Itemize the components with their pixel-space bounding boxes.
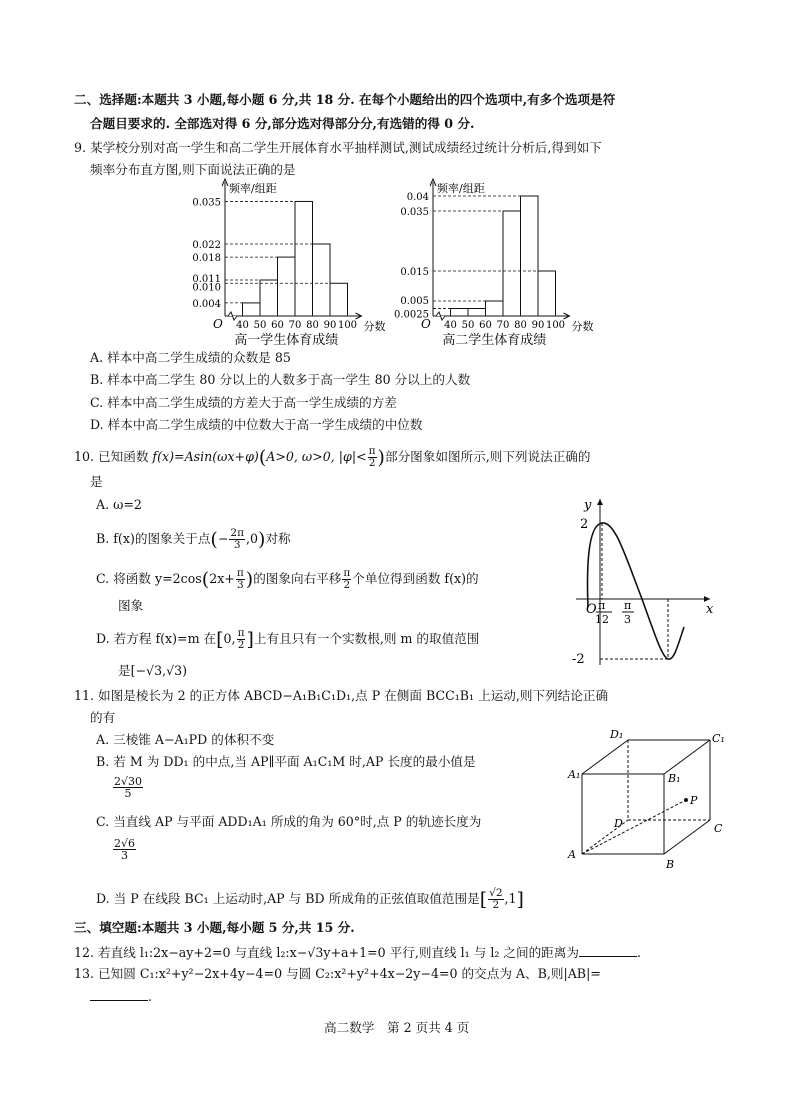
y-tick-0.018: 0.018 [192,253,221,265]
q10-condition: A>0, ω>0, |φ|< [266,449,367,464]
bar-40-50 [451,309,469,317]
q11-c-numerator: 2√6 [114,837,136,850]
q10-option-c[interactable]: C. 将函数 y=2cos(2x+ $\frac{\pi}{3}$ )的图象向右平移 $\frac{\pi}{2}$ 个单位得到函数 f(x)的 [96,567,479,591]
section-2-title: 二、选择题:本题共 3 小题,每小题 6 分,共 18 分. 在每个小题给出的四个选项中,有多个选项是符 [74,92,616,107]
y-axis-label: 频率/组距 [437,182,485,195]
label-a1: A₁ [568,768,581,781]
q11-option-a[interactable]: A. 三棱锥 A−A₁PD 的体积不变 [96,732,275,747]
x-tick-70: 70 [288,320,302,331]
label-d1: D₁ [610,728,624,741]
q10-option-c-end: 个单位得到函数 f(x)的 [352,571,479,586]
q9-stem-2: 频率分布直方图,则下面说法正确的是 [90,162,296,177]
q9-option-d[interactable]: D. 样本中高二学生成绩的中位数大于高一学生成绩的中位数 [90,417,423,432]
x-tick-40: 40 [236,320,249,331]
graph-pi3-den: 3 [624,613,631,626]
q9-option-a[interactable]: A. 样本中高二学生成绩的众数是 85 [90,350,291,365]
q12-text: 12. 若直线 l₁:2x−ay+2=0 与直线 l₂:x−√3y+a+1=0 平行,则直线 l₁ 与 l₂ 之间的距离为 [74,945,579,960]
graph-pi3-num: π [624,599,632,612]
x-tick-60: 60 [271,320,284,331]
y-tick-0.0025: 0.0025 [394,309,429,321]
bar-50-60 [260,280,278,316]
q11-d-denominator: 2 [492,899,500,911]
bar-80-90 [521,196,539,316]
y-tick-0.010: 0.010 [192,282,221,294]
label-p: P [690,794,698,807]
q10-option-b-text: B. f(x)的图象关于点 [96,531,211,546]
y-tick-0.035: 0.035 [192,197,221,209]
q11-b-denominator: 5 [124,787,132,800]
q10-option-d-mid: 上有且只有一个实数根,则 m 的取值范围 [253,631,480,646]
x-tick-50: 50 [461,320,475,331]
q10-option-d[interactable]: D. 若方程 f(x)=m 在[0, $\frac{\pi}{2}$ ]上有且只有一个实数根,则 m 的取值范围 [96,627,480,651]
sine-graph [570,495,720,675]
q10-stem-suffix: 部分图象如图所示,则下列说法正确的 [384,449,591,464]
graph-origin: O [586,602,597,617]
x-tick-60: 60 [479,320,492,331]
bar-90-100 [538,271,556,316]
x-tick-40: 40 [444,320,457,331]
graph-x-label: x [706,602,714,617]
y-tick-0.005: 0.005 [400,296,429,307]
q10-option-b[interactable]: B. f(x)的图象关于点(− $\frac{2\pi}{3}$ ,0)对称 [96,527,291,551]
q11-option-c[interactable]: C. 当直线 AP 与平面 ADD₁A₁ 所成的角为 60°时,点 P 的轨迹长度为 [96,814,482,829]
chart-title: 高二学生体育成绩 [442,333,547,348]
x-axis-label: 分数 [571,320,594,333]
y-tick-0.04: 0.04 [406,192,429,203]
q10-function: f(x)=Asin(ωx+φ) [152,449,259,464]
q13-answer-blank[interactable] [90,988,148,1001]
q9-option-b[interactable]: B. 样本中高二学生 80 分以上的人数多于高一学生 80 分以上的人数 [90,372,471,387]
label-b1: B₁ [668,772,681,785]
q10-option-b-end: 对称 [265,531,291,546]
x-tick-100: 100 [337,320,358,331]
bar-90-100 [330,283,348,316]
cube-figure [568,728,728,878]
y-tick-0.015: 0.015 [400,267,429,278]
section-2-note: 合题目要求的. 全部选对得 6 分,部分选对得部分分,有选错的得 0 分. [90,116,475,131]
graph-min-label: -2 [572,652,585,667]
q13-line-1: 13. 已知圆 C₁:x²+y²−2x+4y−4=0 与圆 C₂:x²+y²+4x−2y−4=0 的交点为 A、B,则|AB|= [74,966,601,981]
q11-d-end: ,1 [504,891,517,906]
q10-option-c-mid: 的图象向右平移 [253,571,342,586]
x-tick-100: 100 [545,320,566,331]
page-footer: 高二数学 第 2 页共 4 页 [324,1020,470,1035]
bar-50-60 [468,309,486,317]
origin-label: O [213,317,223,331]
label-b: B [666,858,675,871]
histogram-grade10 [185,176,385,346]
q10-stem-prefix: 10. 已知函数 [74,449,153,464]
q11-b-numerator: 2√30 [114,775,143,788]
q10-option-b-sign: − [217,531,229,546]
x-tick-70: 70 [496,320,510,331]
y-axis-label: 频率/组距 [229,182,277,195]
q11-option-d-text: D. 当 P 在线段 BC₁ 上运动时,AP 与 BD 所成角的正弦值取值范围是 [96,891,480,906]
x-tick-90: 90 [531,320,545,331]
graph-y-label: y [584,498,592,513]
bar-60-70 [278,257,296,316]
q11-option-c-value [112,838,137,861]
q11-stem-2: 的有 [90,710,116,725]
y-tick-0.011: 0.011 [192,274,221,285]
histogram-grade11 [393,176,608,346]
q11-d-numerator: √2 [489,887,503,899]
q10-option-d-text: D. 若方程 f(x)=m 在 [96,631,217,646]
q12: 12. 若直线 l₁:2x−ay+2=0 与直线 l₂:x−√3y+a+1=0 平行,则直线 l₁ 与 l₂ 之间的距离为 . [74,945,641,960]
x-tick-80: 80 [306,320,319,331]
q10-option-d-line2: 是[−√3,√3) [118,663,188,678]
bar-60-70 [486,301,504,316]
q11-option-b-value [112,776,144,799]
bar-70-80 [503,211,521,316]
x-axis-label: 分数 [363,320,386,333]
q12-answer-blank[interactable] [579,944,637,957]
point-p [684,798,688,802]
y-tick-0.035: 0.035 [400,207,429,218]
bar-80-90 [313,244,331,316]
q11-stem-1: 11. 如图是棱长为 2 的正方体 ABCD−A₁B₁C₁D₁,点 P 在侧面 BCC₁B₁ 上运动,则下列结论正确 [74,688,609,703]
graph-pi12-den: 12 [595,613,609,626]
q11-option-d[interactable]: D. 当 P 在线段 BC₁ 上运动时,AP 与 BD 所成角的正弦值取值范围是[ $\frac{√2}{2}$ ,1] [96,887,524,911]
axis-break [436,312,445,320]
x-tick-80: 80 [514,320,527,331]
chart-title: 高一学生体育成绩 [234,333,339,348]
q11-c-denominator: 3 [121,849,128,862]
axis-break [228,312,237,320]
section-3-title: 三、填空题:本题共 3 小题,每小题 5 分,共 15 分. [74,920,355,935]
q10-option-c-text: C. 将函数 y=2cos [96,571,202,586]
q13-line-2 [90,988,152,1005]
y-tick-0.004: 0.004 [192,298,221,310]
y-tick-0.022: 0.022 [192,240,221,251]
q10-option-c-line2: 图象 [118,598,144,613]
q10-stem-2: 是 [90,474,103,489]
label-c1: C₁ [712,732,725,745]
label-a: A [568,848,576,861]
q10-stem-1: 10. 已知函数 f(x)=Asin(ωx+φ)(A>0, ω>0, |φ|< $\frac{\pi}{2}$ )部分图象如图所示,则下列说法正确的 [74,445,591,469]
bar-70-80 [295,201,313,316]
bar-40-50 [243,303,261,316]
q9-stem-1: 9. 某学校分别对高一学生和高二学生开展体育水平抽样测试,测试成绩经过统计分析后,得到如下 [74,140,602,155]
label-c: C [714,822,723,835]
q13-end: . [148,989,153,1004]
graph-max-label: 2 [580,517,589,532]
x-tick-90: 90 [323,320,337,331]
x-tick-50: 50 [253,320,267,331]
label-d: D [614,817,623,830]
graph-pi12-num: π [598,599,606,612]
origin-label: O [421,317,431,331]
q9-option-c[interactable]: C. 样本中高二学生成绩的方差大于高一学生成绩的方差 [90,395,397,410]
q11-option-b[interactable]: B. 若 M 为 DD₁ 的中点,当 AP∥平面 A₁C₁M 时,AP 长度的最小值是 [96,754,476,769]
q10-option-a[interactable]: A. ω=2 [96,497,142,512]
